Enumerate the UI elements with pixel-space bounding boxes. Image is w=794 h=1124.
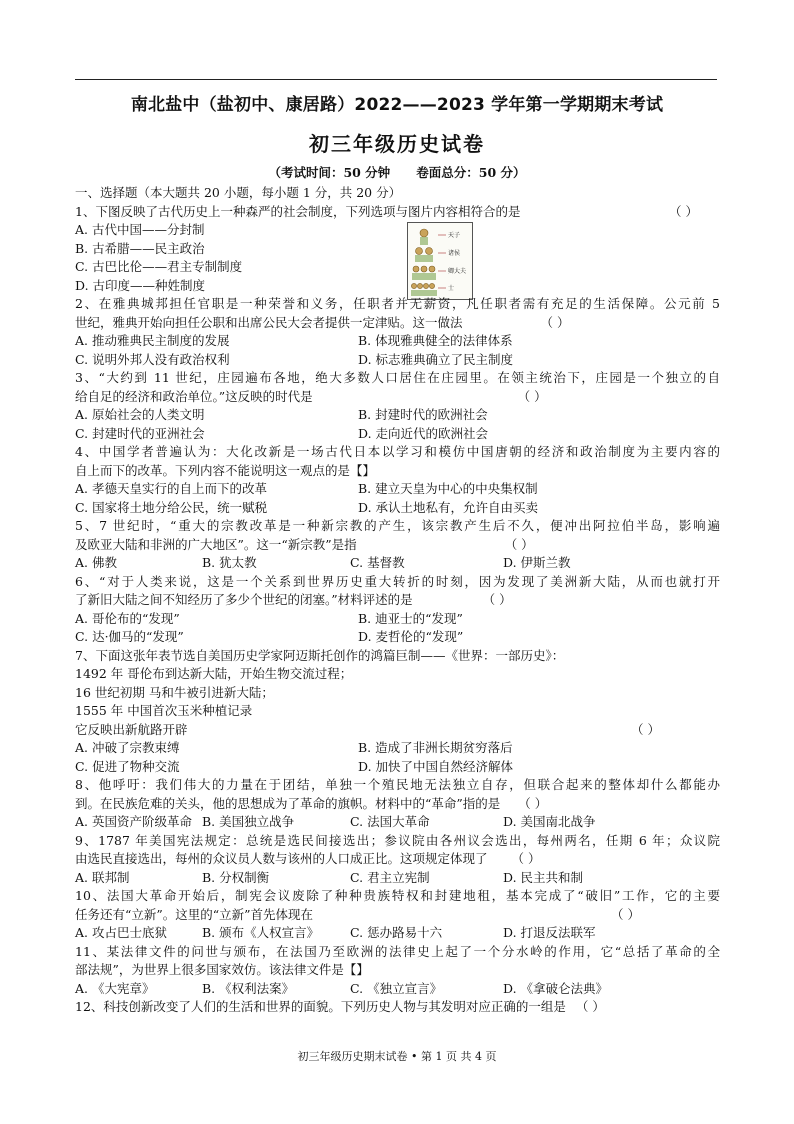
question-9-stem-cont: 由选民直接选出，每州的众议员人数与该州的人口成正比。这项规定体现了 （ ）	[75, 851, 541, 866]
option: B. 颁布《人权宣言》	[202, 925, 320, 940]
option: D. 标志雅典确立了民主制度	[358, 351, 514, 367]
answer-blank: （ ）	[575, 999, 605, 1014]
option: D. 走向近代的欧洲社会	[358, 425, 489, 441]
option: C. 惩办路易十六	[350, 925, 443, 940]
option: C. 达·伽马的“发现”	[75, 629, 184, 644]
options-row	[75, 628, 720, 647]
option: C. 法国大革命	[350, 814, 430, 829]
figure-label-zhuhou: 诸侯	[448, 250, 461, 257]
option: A. 联邦制	[75, 869, 130, 885]
option: A. 佛教	[75, 555, 117, 570]
option: C. 封建时代的亚洲社会	[75, 425, 205, 441]
options-row	[75, 758, 720, 777]
answer-blank: （ ）	[517, 388, 547, 404]
option: B. 美国独立战争	[202, 814, 295, 829]
page-footer: 初三年级历史期末试卷 • 第 1 页 共 4 页	[297, 1050, 497, 1063]
option: C. 国家将土地分给公民，统一赋税	[75, 499, 268, 515]
question-list	[75, 184, 720, 1017]
option: D. 民主共和制	[503, 869, 584, 885]
answer-blank: （ ）	[504, 536, 534, 552]
question-2-stem: 2、在雅典城邦担任官职是一种荣誉和义务，任职者并无薪资，凡任职者需有充足的生活保障。公元前 5	[75, 296, 720, 311]
exam-info: （考试时间：50 分钟 卷面总分：50 分）	[268, 165, 526, 180]
options-row	[75, 351, 720, 370]
question-11-stem-cont: 部法规”，为世界上很多国家效仿。该法律文件是【】	[75, 962, 369, 977]
question-4-stem-cont: 自上而下的改革。下列内容不能说明这一观点的是【】	[75, 462, 376, 478]
options-row	[75, 480, 720, 499]
option: B. 体现雅典健全的法律体系	[358, 333, 513, 348]
options-row	[75, 924, 720, 943]
answer-blank: （ ）	[511, 851, 541, 866]
option: B. 古希腊——民主政治	[75, 240, 205, 256]
option: D. 打退反法联军	[503, 925, 596, 940]
question-8-stem-cont: 到。在民族危难的关头，他的思想成为了革命的旗帜。材料中的“革命”指的是 （ ）	[75, 795, 548, 811]
option: C. 促进了物种交流	[75, 758, 180, 774]
timeline-entry: 1555 年 中国首次玉米种植记录	[75, 703, 253, 718]
answer-blank: （ ）	[482, 592, 512, 607]
option: A. 孝德天皇实行的自上而下的改革	[75, 481, 267, 496]
timeline-entry: 16 世纪初期 马和牛被引进新大陆；	[75, 684, 274, 700]
answer-blank: （ ）	[540, 314, 570, 330]
question-3-stem-cont: 给自足的经济和政治单位。”这反映的时代是 （ ）	[75, 388, 547, 404]
option: C. 《独立宣言》	[350, 980, 443, 996]
question-10-stem: 10、法国大革命开始后，制宪会议废除了种种贵族特权和封建地租，基本完成了“破旧”工作，它的主要	[75, 888, 720, 903]
options-row	[75, 813, 720, 832]
figure-label-qingdafu: 卿大夫	[448, 268, 467, 275]
answer-blank: （ ）	[611, 906, 640, 922]
question-7-stem: 7、下面这张年表节选自美国历史学家阿迈斯托创作的鸿篇巨制——《世界：一部历史》：	[75, 647, 565, 663]
option: B. 建立天皇为中心的中央集权制	[358, 481, 538, 496]
option: A. 英国资产阶级革命	[75, 814, 192, 829]
option: C. 说明外邦人没有政治权利	[75, 351, 230, 367]
option: D. 《拿破仑法典》	[503, 980, 609, 996]
option: A. 攻占巴士底狱	[75, 925, 167, 940]
option: C. 古巴比伦——君主专制制度	[75, 259, 243, 274]
options-row	[75, 499, 720, 518]
options-row	[75, 869, 720, 888]
option: B. 《权利法案》	[202, 980, 295, 996]
options-row	[75, 332, 720, 351]
option: A. 哥伦布的“发现”	[75, 610, 180, 626]
option: B. 迪亚士的“发现”	[358, 610, 463, 626]
exam-subtitle: 初三年级历史试卷	[309, 132, 485, 156]
option: B. 造成了非洲长期贫穷落后	[358, 740, 513, 755]
question-3-stem: 3、“大约到 11 世纪，庄园遍布各地，绝大多数人口居住在庄园里。在领主统治下，庄园是一个独立的自	[75, 370, 720, 385]
option: A. 推动雅典民主制度的发展	[75, 333, 230, 348]
options-row	[75, 739, 720, 758]
option: D. 加快了中国自然经济解体	[358, 758, 514, 774]
options-row	[75, 406, 720, 425]
timeline-entry: 1492 年 哥伦布到达新大陆，开始生物交流过程；	[75, 666, 353, 681]
question-9-stem: 9、1787 年美国宪法规定：总统是选民间接选出；参议院由各州议会选出，每州两名，任期 6 年；众议院	[75, 832, 720, 848]
options-row	[75, 610, 720, 629]
question-8-stem: 8、他呼吁：我们伟大的力量在于团结，单独一个殖民地无法独立自存，但联合起来的整体却什么都能办	[75, 777, 720, 792]
option: A. 《大宪章》	[75, 980, 155, 996]
answer-blank: （ ）	[631, 721, 660, 737]
question-5-stem-cont: 及欧亚大陆和非洲的广大地区”。这一“新宗教”是指 （ ）	[75, 536, 534, 552]
section-heading: 一、选择题（本大题共 20 小题，每小题 1 分，共 20 分）	[75, 185, 402, 200]
question-1-stem: 1、下图反映了古代历史上一种森严的社会制度，下列选项与图片内容相符合的是 （ ）	[75, 203, 720, 222]
question-2-stem-cont: 世纪，雅典开始向担任公职和出席公民大会者提供一定津贴。这一做法 （ ）	[75, 314, 570, 330]
question-4-stem: 4、中国学者普遍认为：大化改新是一场古代日本以学习和模仿中国唐朝的经济和政治制度为主要内容的	[75, 444, 720, 459]
option: D. 美国南北战争	[503, 814, 596, 829]
question-10-stem-cont: 任务还有“立新”。这里的“立新”首先体现在 （ ）	[75, 906, 720, 925]
question-6-stem: 6、“对于人类来说，这是一个关系到世界历史重大转折的时刻，因为发现了美洲新大陆，从而也就打开	[75, 573, 720, 589]
option: A. 原始社会的人类文明	[75, 407, 205, 422]
question-11-stem: 11、某法律文件的问世与颁布，在法国乃至欧洲的法律史上起了一个分水岭的作用，它“总括了革命的全	[75, 943, 720, 959]
option: C. 君主立宪制	[350, 869, 430, 885]
answer-blank: （ ）	[518, 795, 548, 811]
figure-label-shi: 士	[448, 285, 455, 292]
answer-blank: （ ）	[669, 203, 698, 219]
options-row	[75, 554, 720, 573]
question-5-stem: 5、7 世纪时，“重大的宗教改革是一种新宗教的产生，该宗教产生后不久，便冲出阿拉伯半岛，影响遍	[75, 518, 720, 533]
options-row	[75, 980, 720, 999]
option: D. 古印度——种姓制度	[75, 277, 206, 293]
header-rule	[75, 79, 717, 80]
question-12-stem: 12、科技创新改变了人们的生活和世界的面貌。下列历史人物与其发明对应正确的一组是 （ ）	[75, 999, 605, 1014]
option: B. 犹太教	[202, 555, 257, 570]
question-7-stem-cont: 它反映出新航路开辟 （ ）	[75, 721, 720, 740]
option: D. 麦哲伦的“发现”	[358, 629, 464, 644]
option: D. 承认土地私有，允许自由买卖	[358, 499, 539, 515]
options-row	[75, 425, 720, 444]
figure-label-tianzi: 天子	[448, 232, 461, 239]
option: D. 伊斯兰教	[503, 555, 571, 570]
exam-title: 南北盐中（盐初中、康居路）2022——2023 学年第一学期期末考试	[130, 95, 664, 115]
option: A. 古代中国——分封制	[75, 222, 205, 237]
question-6-stem-cont: 了新旧大陆之间不知经历了多少个世纪的闭塞。”材料评述的是 （ ）	[75, 592, 512, 607]
option: B. 封建时代的欧洲社会	[358, 407, 488, 422]
option: C. 基督教	[350, 555, 405, 570]
option: A. 冲破了宗教束缚	[75, 740, 180, 755]
option: B. 分权制衡	[202, 869, 270, 885]
